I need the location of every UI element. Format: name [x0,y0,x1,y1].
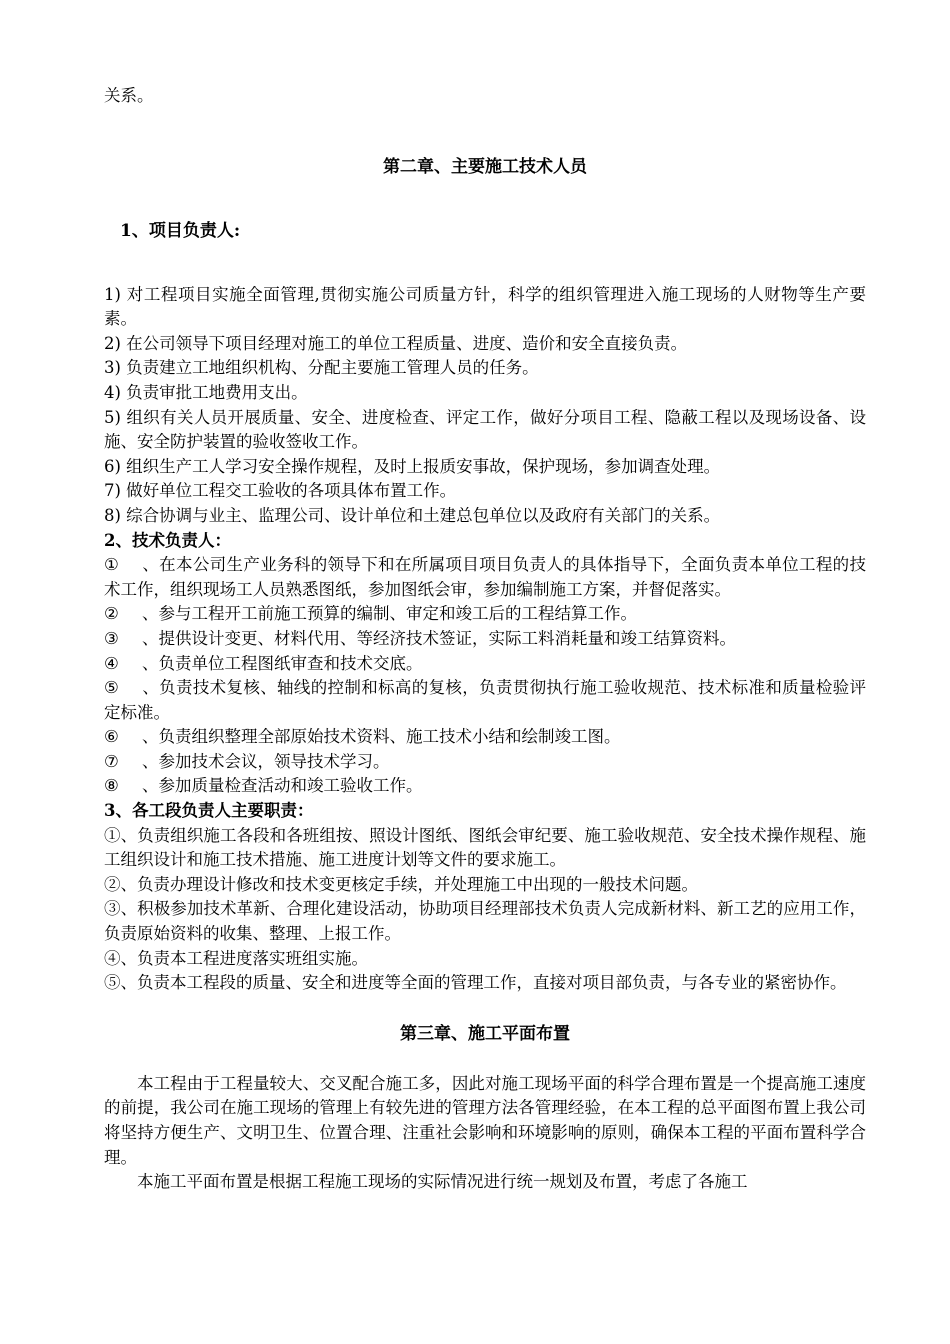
section1-item: 3) 负责建立工地组织机构、分配主要施工管理人员的任务。 [104,358,539,378]
item-text: 、负责技术复核、轴线的控制和标高的复核，负责贯彻执行施工验收规范、技术标准和质量检验评定标准。 [104,678,866,722]
section2-item [104,750,866,775]
section3-item: ①、负责组织施工各段和各班组按、照设计图纸、图纸会审纪要、施工验收规范、安全技术操作规程、施工组织设计和施工技术措施、施工进度计划等文件的要求施工。 [104,825,866,870]
section3-item: ④、负责本工程进度落实班组实施。 [104,948,368,968]
section2-list [104,553,866,799]
item-number: ⑧ [104,776,119,796]
section1-item: 5) 组织有关人员开展质量、安全、进度检查、评定工作，做好分项目工程、隐蔽工程以及现场设备、设施、安全防护装置的验收签收工作。 [104,407,866,452]
chapter3-paragraph: 本工程由于工程量较大、交叉配合施工多，因此对施工现场平面的科学合理布置是一个提高施工速度的前提，我公司在施工现场的管理上有较先进的管理方法各管理经验，在本工程的总平面图布置上我公司将坚持方便生产、文明卫生、位置合理、注重社会影响和环境影响的原则，确保本工程的平面布置科学合理。 [104,1073,866,1167]
chapter3-paragraph: 本施工平面布置是根据工程施工现场的实际情况进行统一规划及布置，考虑了各施工 [137,1172,748,1192]
section3-list [104,824,866,996]
section3-item: ②、负责办理设计修改和技术变更核定手续，并处理施工中出现的一般技术问题。 [104,874,698,894]
chapter2-title: 第二章、主要施工技术人员 [383,156,587,177]
item-number: ⑤ [104,678,119,698]
section3-item: ③、积极参加技术革新、合理化建设活动，协助项目经理部技术负责人完成新材料、新工艺的应用工作，负责原始资料的收集、整理、上报工作。 [104,899,866,944]
section1-item: 4) 负责审批工地费用支出。 [104,382,308,402]
chapter3-title: 第三章、施工平面布置 [400,1023,570,1044]
section1-title: 1、项目负责人: [120,220,241,241]
section3-title: 3、各工段负责人主要职责： [104,801,314,821]
section2-item [104,774,866,799]
item-text: 、在本公司生产业务科的领导下和在所属项目项目负责人的具体指导下，全面负责本单位工程的技术工作，组织现场工人员熟悉图纸，参加图纸会审，参加编制施工方案，并督促落实。 [104,555,866,599]
section2-item [104,553,866,602]
section2-title: 2、技术负责人： [104,530,231,550]
section2-item [104,676,866,725]
item-number: ④ [104,653,119,673]
section2-item [104,652,866,677]
item-number: ② [104,604,119,624]
section1-item: 1) 对工程项目实施全面管理,贯彻实施公司质量方针，科学的组织管理进入施工现场的人财物等生产要素。 [104,284,866,329]
section3-item: ⑤、负责本工程段的质量、安全和进度等全面的管理工作，直接对项目部负责，与各专业的紧密协作。 [104,973,847,993]
item-number: ⑥ [104,727,119,747]
item-text: 、负责单位工程图纸审查和技术交底。 [142,653,423,673]
section2-item [104,627,866,652]
item-number: ③ [104,628,119,648]
section1-item: 8) 综合协调与业主、监理公司、设计单位和土建总包单位以及政府有关部门的关系。 [104,505,721,525]
section1-item: 6) 组织生产工人学习安全操作规程，及时上报质安事故，保护现场，参加调查处理。 [104,456,721,476]
item-text: 、参加质量检查活动和竣工验收工作。 [142,776,423,796]
item-text: 、参加技术会议，领导技术学习。 [142,751,390,771]
section1-item: 7) 做好单位工程交工验收的各项具体布置工作。 [104,481,457,501]
item-text: 、提供设计变更、材料代用、等经济技术签证，实际工料消耗量和竣工结算资料。 [142,628,736,648]
item-number: ⑦ [104,751,119,771]
section2-item [104,725,866,750]
item-text: 、参与工程开工前施工预算的编制、审定和竣工后的工程结算工作。 [142,604,637,624]
item-number: ① [104,555,119,575]
section1-list [104,283,866,529]
item-text: 、负责组织整理全部原始技术资料、施工技术小结和绘制竣工图。 [142,727,621,747]
intro-tail: 关系。 [104,86,154,105]
section2-item [104,602,866,627]
section1-item: 2) 在公司领导下项目经理对施工的单位工程质量、进度、造价和安全直接负责。 [104,333,688,353]
